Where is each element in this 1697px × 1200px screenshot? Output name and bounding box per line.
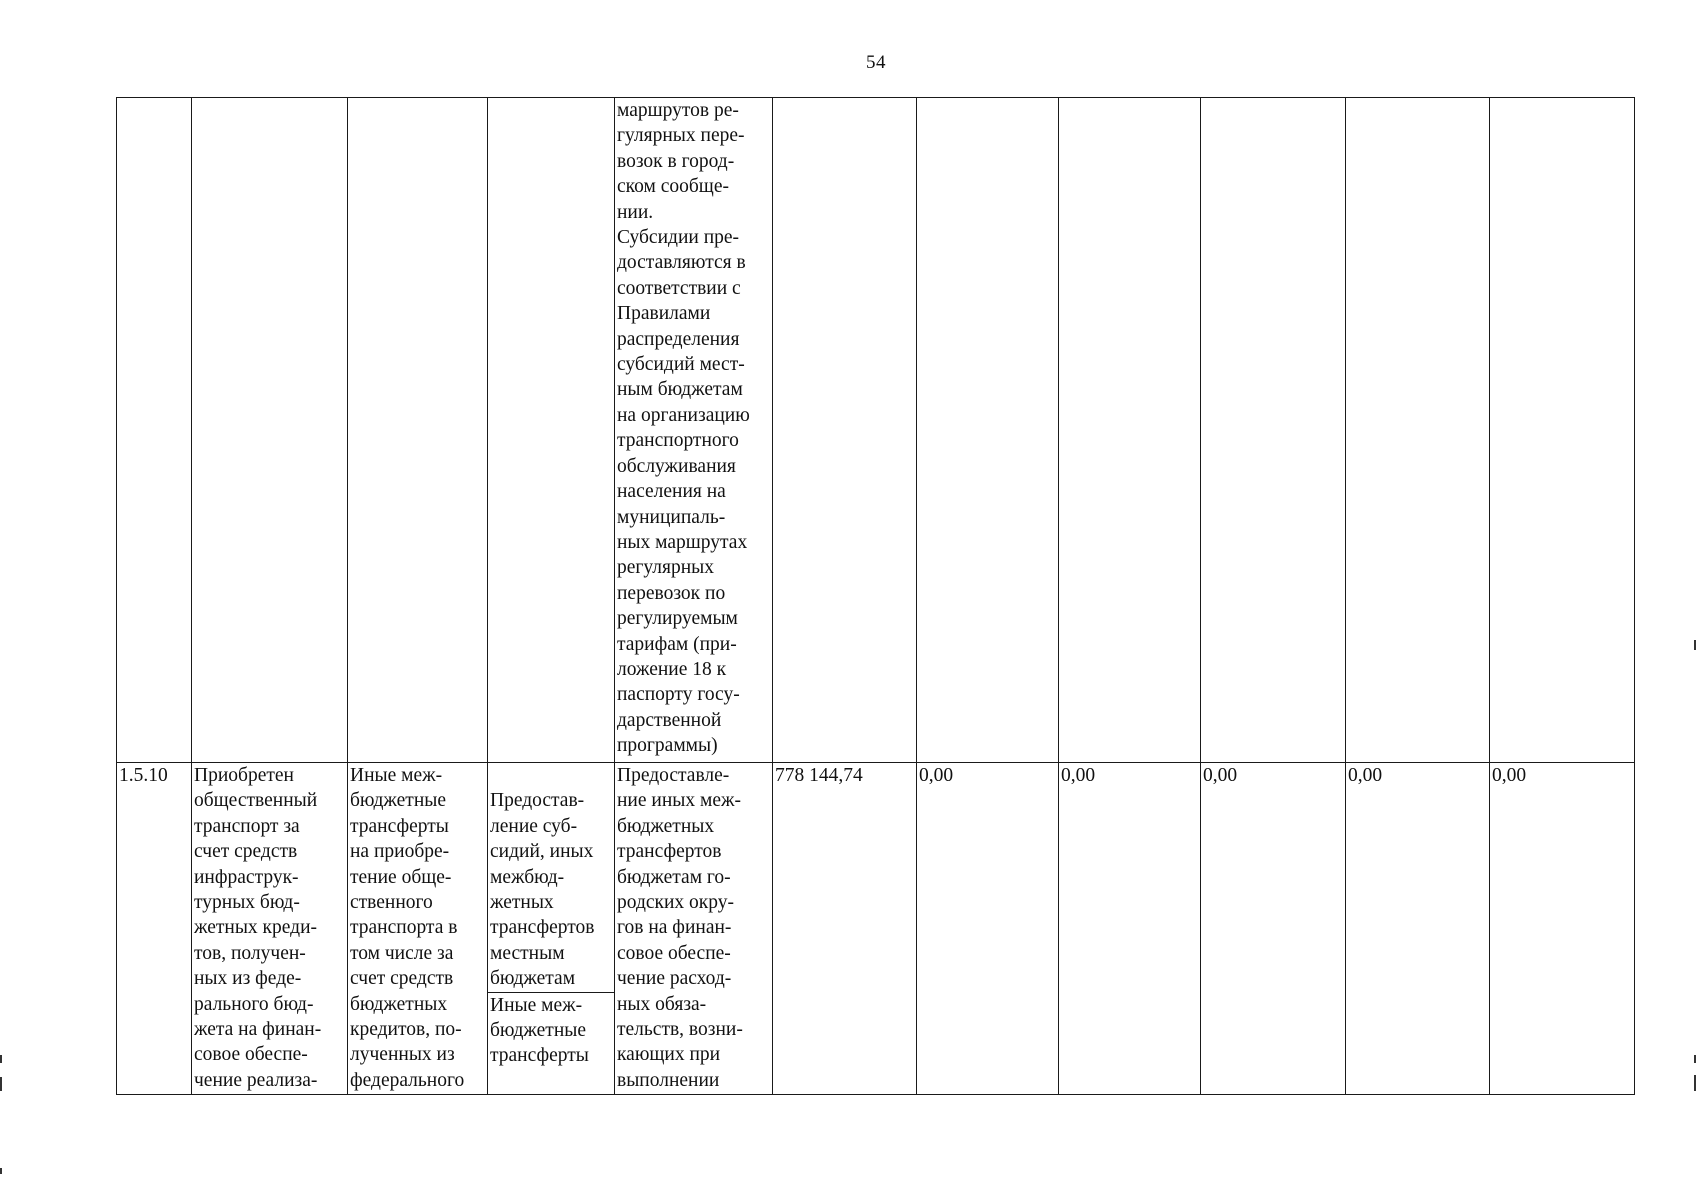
- cell-amount-6: [1490, 98, 1635, 763]
- cell-mechanism: [488, 763, 615, 1095]
- cell-amount-1: [773, 98, 917, 763]
- cell-amount-3: 0,00: [1059, 763, 1201, 1095]
- scan-mark-left-2: [0, 1077, 2, 1091]
- cell-amount-2: [917, 98, 1059, 763]
- cell-amount-3: [1059, 98, 1201, 763]
- cell-amount-4: 0,00: [1201, 763, 1346, 1095]
- cell-item-number: 1.5.10: [117, 763, 192, 1095]
- cell-amount-6: 0,00: [1490, 763, 1635, 1095]
- mechanism-subsidies: Предостав- ление суб- сидий, иных межбюд- жетных трансфертов местным бюджетам: [490, 790, 595, 990]
- table-row-1-5-10: [117, 763, 1635, 1095]
- cell-number: [117, 98, 192, 763]
- scan-mark-left-3: [0, 1168, 2, 1174]
- cell-measure-description: маршрутов ре- гулярных пере- возок в город- ском сообще- нии. Субсидии пре- доставляются в соответствии с Правилами распределения субсидий мест- ным бюджетам на организацию транспортного обслуживания населения на муниципаль- ных маршрутах регулярных перевозок по регулируемым тарифам (при- ложение 18 к паспорту госу- дарственной программы): [615, 98, 773, 763]
- cell-amount-5: 0,00: [1346, 763, 1490, 1095]
- scan-mark-right-2: [1694, 1055, 1696, 1063]
- cell-expense-type: [348, 98, 488, 763]
- cell-result-name: Приобретен общественный транспорт за счет средств инфраструк- турных бюд- жетных креди- тов, получен- ных из феде- рального бюд- жета на финан- совое обеспе- чение реализа-: [192, 763, 348, 1095]
- cell-measure-description: Предоставле- ние иных меж- бюджетных трансфертов бюджетам го- родских окру- гов на финан- совое обеспе- чение расход- ных обяза- тельств, возни- кающих при выполнении: [615, 763, 773, 1095]
- cell-amount-4: [1201, 98, 1346, 763]
- cell-result-name: [192, 98, 348, 763]
- scan-mark-right-3: [1694, 1075, 1696, 1091]
- cell-amount-2: 0,00: [917, 763, 1059, 1095]
- scan-mark-left-1: [0, 1055, 2, 1063]
- table-row-continuation: [117, 98, 1635, 763]
- mechanism-transfers: Иные меж- бюджетные трансферты: [488, 992, 614, 1069]
- page-number: 54: [866, 52, 886, 73]
- scan-mark-right-1: [1694, 640, 1696, 650]
- cell-mechanism: [488, 98, 615, 763]
- cell-amount-1: 778 144,74: [773, 763, 917, 1095]
- cell-expense-type: Иные меж- бюджетные трансферты на приобре- тение обще- ственного транспорта в том числе за счет средств бюджетных кредитов, по- лученных из федерального: [348, 763, 488, 1095]
- budget-measures-table: [116, 97, 1635, 1095]
- cell-amount-5: [1346, 98, 1490, 763]
